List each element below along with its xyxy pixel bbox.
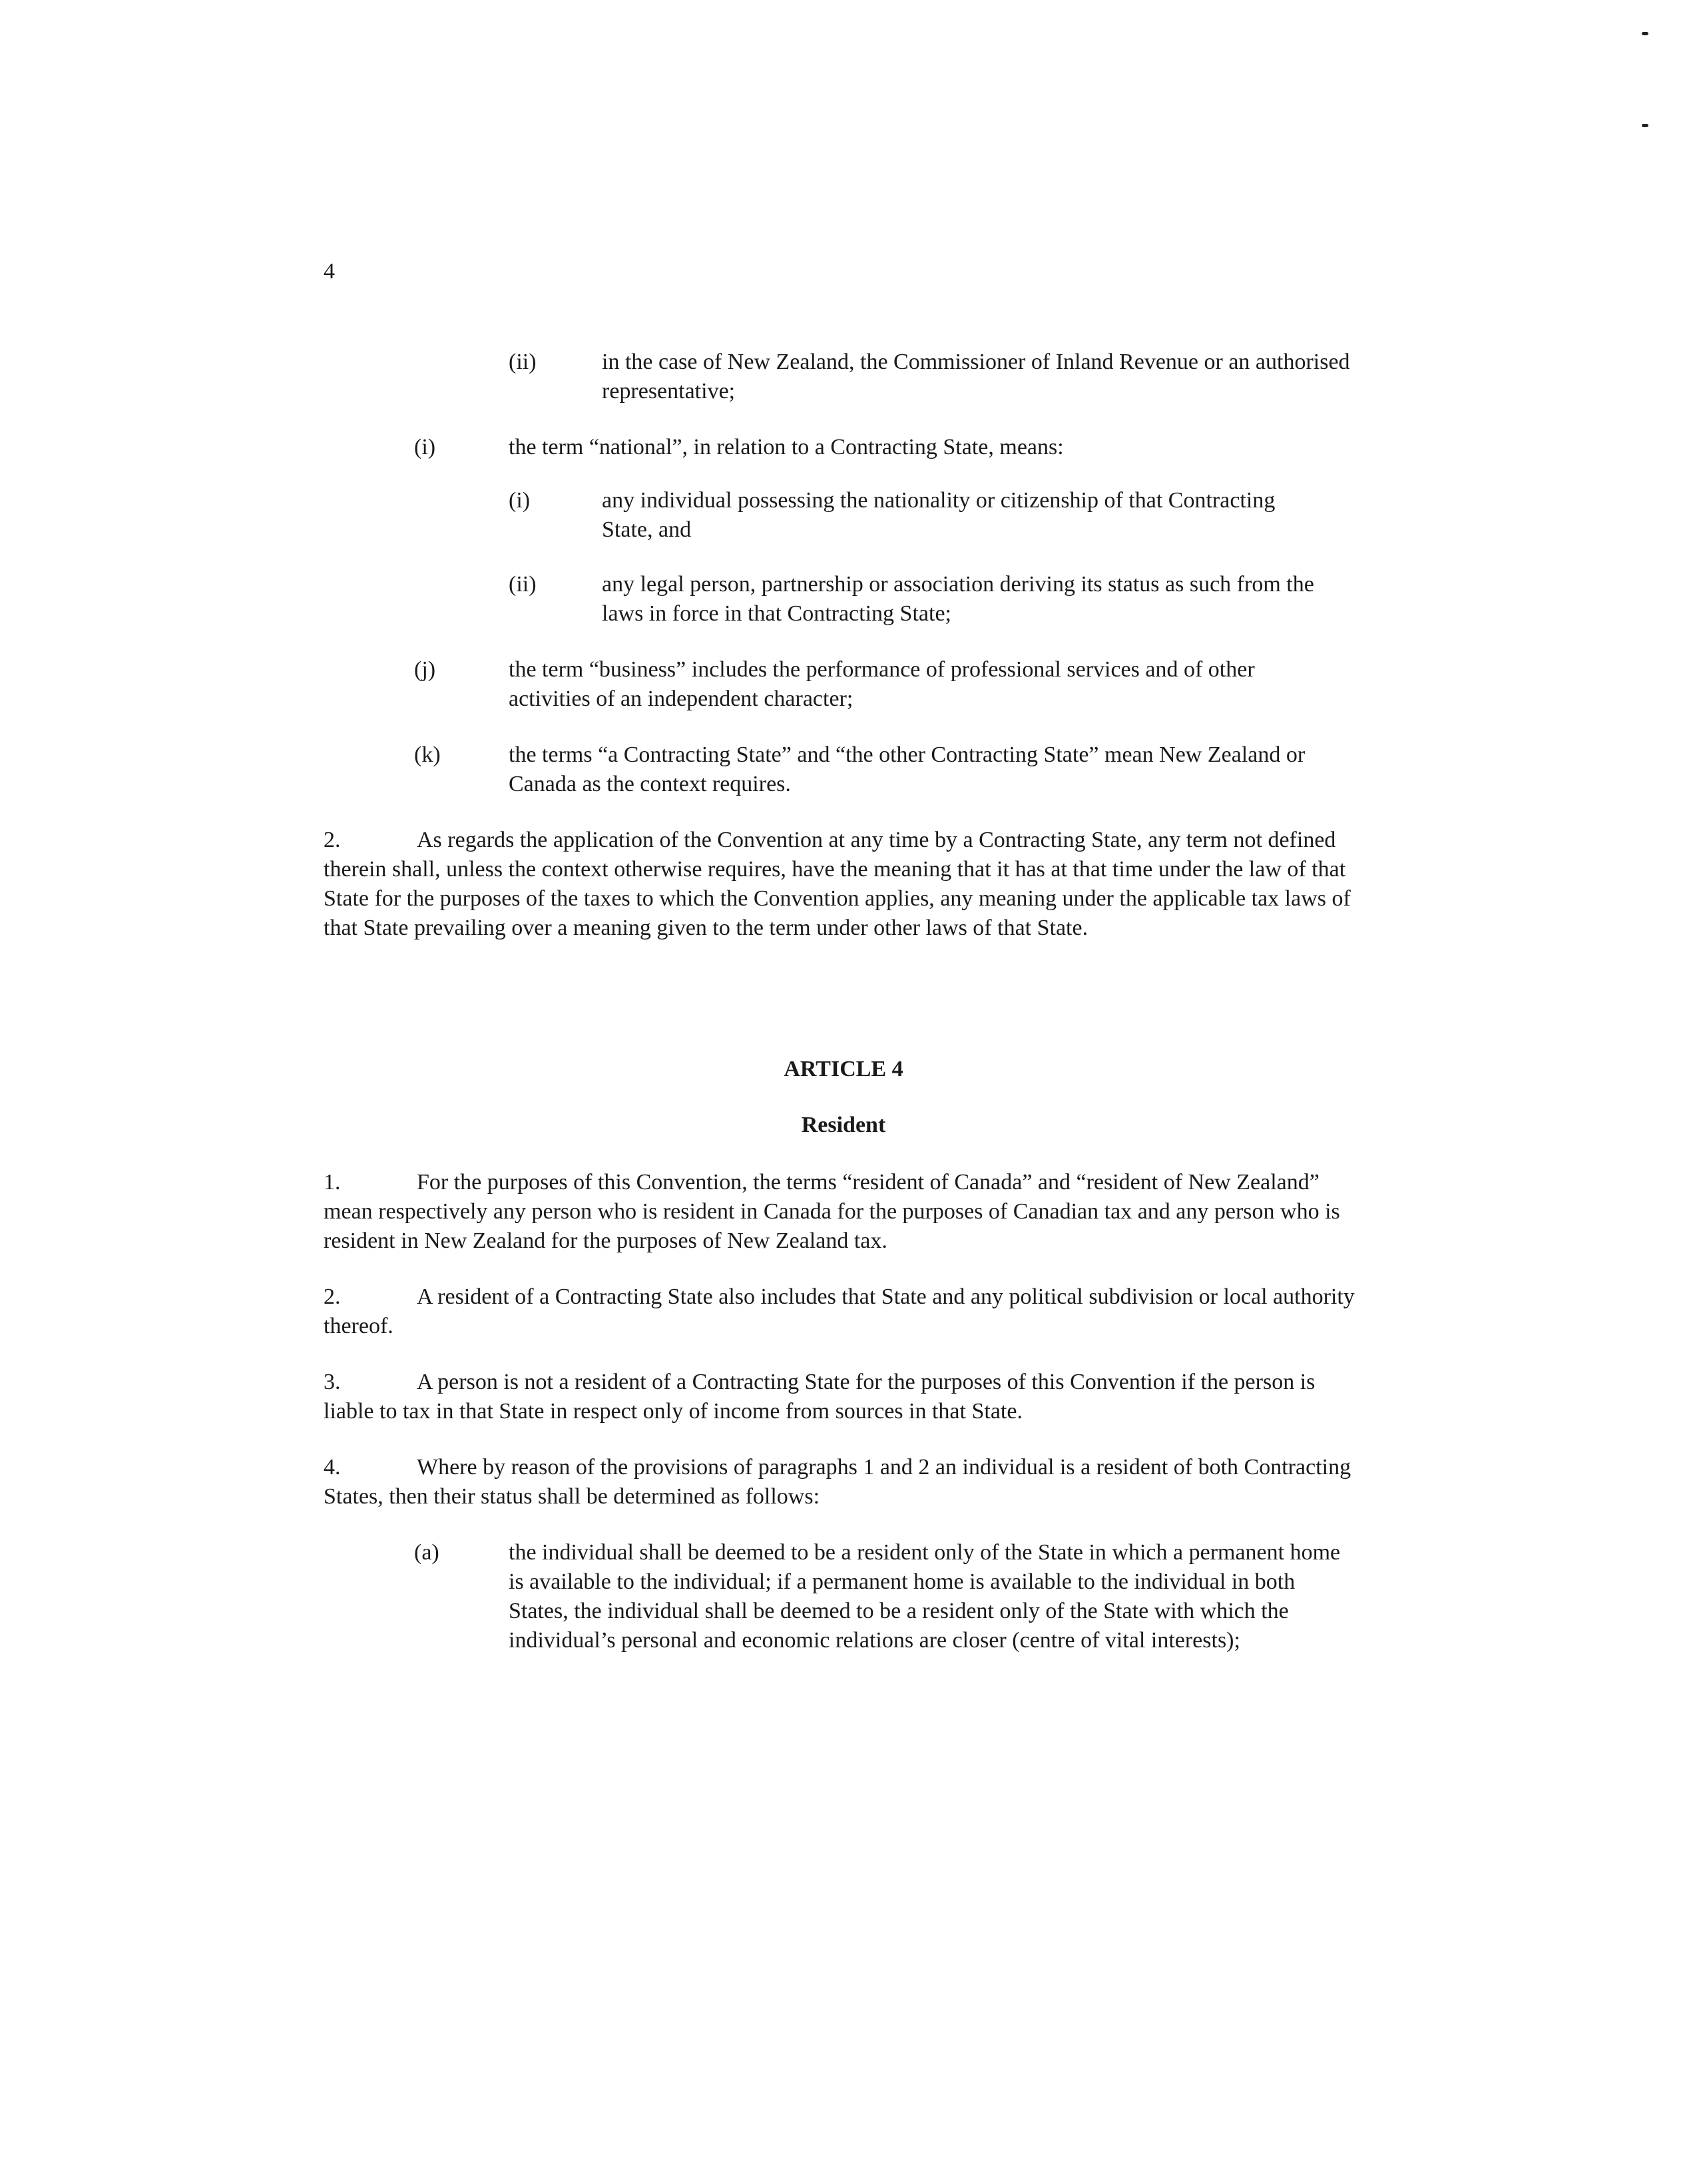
article-paragraph <box>324 1282 1362 1341</box>
paragraph-number: 3. <box>324 1370 341 1394</box>
subitem-text: the individual shall be deemed to be a resident only of the State in which a permanent home is available to the individual; if a permanent home is available to the individual in both States, the individual shall be deemed to be a resident only of the State with which the individual’s personal and economic relations are closer (centre of vital interests); <box>509 1540 1341 1653</box>
item-text: the term “national”, in relation to a Contracting State, means: <box>509 435 1064 459</box>
paragraph-text: As regards the application of the Convention at any time by a Contracting State, any term not defined therein shall, unless the context otherwise requires, have the meaning that it has at that time under the law of that State for the purposes of the taxes to which the Convention applies, any meaning under the applicable tax laws of that State prevailing over a meaning given to the term under other laws of that State. <box>324 828 1351 940</box>
item-label: (ii) <box>509 350 537 374</box>
page-number: 4 <box>324 259 335 284</box>
paragraph-text: A person is not a resident of a Contracting State for the purposes of this Convention if the person is liable to tax in that State in respect only of income from sources in that State. <box>324 1370 1316 1424</box>
article-paragraph <box>324 1168 1362 1256</box>
item-text: the term “business” includes the performance of professional services and of other activities of an independent character; <box>509 657 1255 711</box>
item-text: any individual possessing the nationality or citizenship of that Contracting State, and <box>602 488 1276 542</box>
item-label: (i) <box>414 435 436 459</box>
paragraph-number: 2. <box>324 1284 341 1309</box>
item-text: the terms “a Contracting State” and “the other Contracting State” mean New Zealand or Canada as the context requires. <box>509 742 1306 796</box>
article-paragraph <box>324 1453 1362 1511</box>
item-label: (ii) <box>509 572 537 597</box>
paragraph-text: A resident of a Contracting State also includes that State and any political subdivision or local authority thereof. <box>324 1284 1355 1338</box>
item-label: (j) <box>414 657 436 682</box>
item-label: (k) <box>414 742 441 767</box>
article-subheading: Resident <box>801 1113 886 1137</box>
paragraph-text: For the purposes of this Convention, the terms “resident of Canada” and “resident of New Zealand” mean respectively any person who is resident in Canada for the purposes of Canadian tax and any person who is resident in New Zealand for the purposes of New Zealand tax. <box>324 1170 1340 1253</box>
scan-speck <box>1642 124 1648 127</box>
item-label: (i) <box>509 488 531 513</box>
paragraph-number: 2. <box>324 828 341 852</box>
paragraph-number: 4. <box>324 1455 341 1480</box>
article-paragraph <box>324 1368 1362 1426</box>
article-heading: ARTICLE 4 <box>784 1057 903 1081</box>
item-text: any legal person, partnership or association deriving its status as such from the laws in force in that Contracting State; <box>602 572 1314 626</box>
item-text: in the case of New Zealand, the Commissioner of Inland Revenue or an authorised representative; <box>602 350 1350 404</box>
paragraph-text: Where by reason of the provisions of paragraphs 1 and 2 an individual is a resident of both Contracting States, then their status shall be determined as follows: <box>324 1455 1351 1509</box>
paragraph <box>324 826 1362 943</box>
paragraph-number: 1. <box>324 1170 341 1195</box>
scan-speck <box>1642 32 1648 35</box>
subitem-label: (a) <box>414 1540 439 1565</box>
